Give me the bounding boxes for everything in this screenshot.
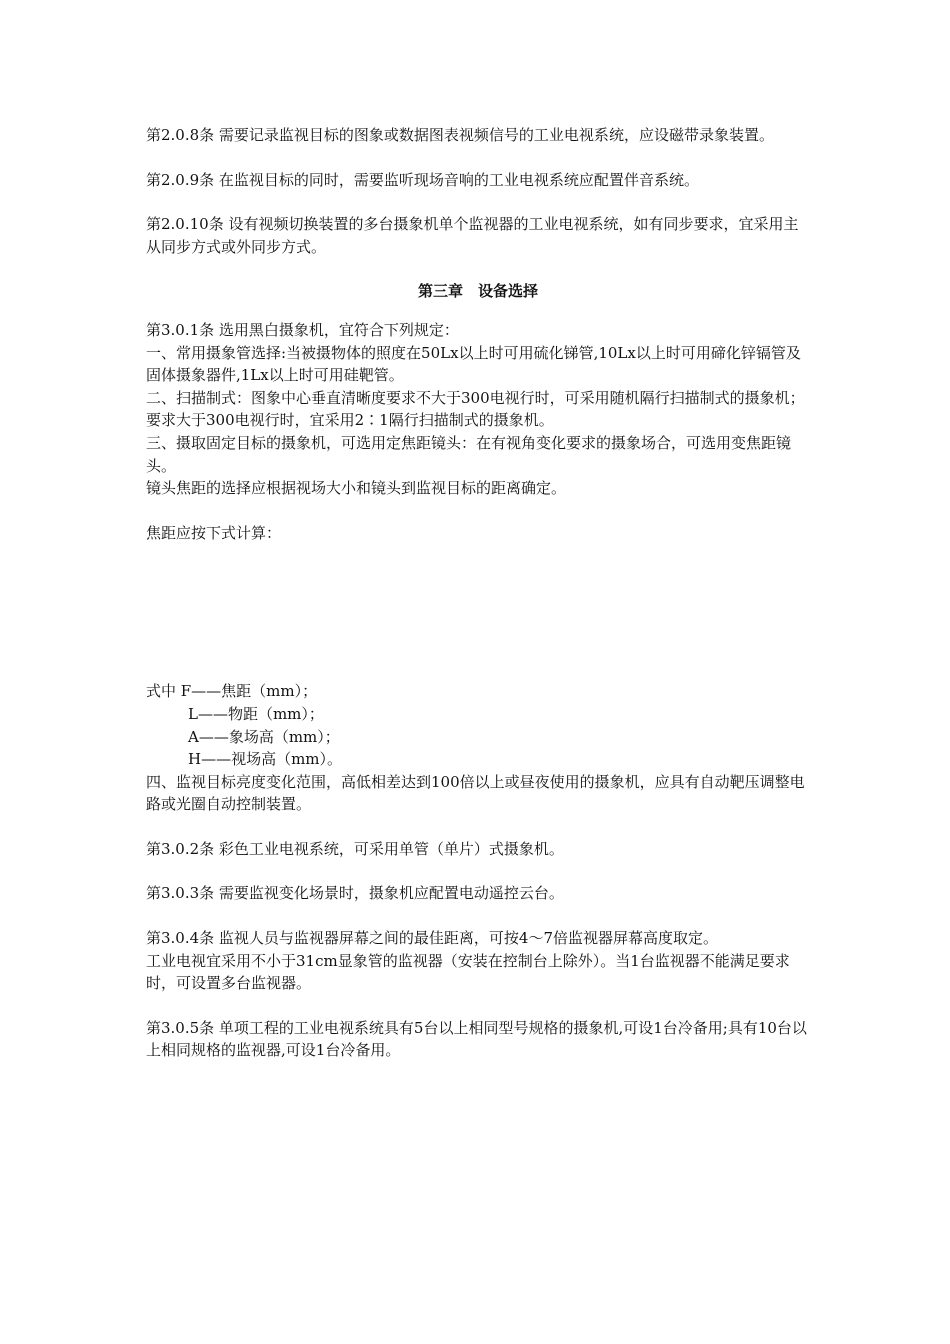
where-L: L——物距（mm）； xyxy=(188,704,324,723)
clause-2-0-8: 第2.0.8条 需要记录监视目标的图象或数据图表视频信号的工业电视系统，应设磁带录象装置。 xyxy=(146,126,774,144)
clause-3-0-1-item-1: 一、常用摄象管选择:当被摄物体的照度在50Lx以上时可用硫化锑管,10Lx以上时可用碲化锌镉管及固体摄象器件,1Lx以上时可用硅靶管。 xyxy=(146,343,801,385)
where-H: H——视场高（mm）。 xyxy=(188,750,343,769)
clause-2-0-9: 第2.0.9条 在监视目标的同时，需要监听现场音响的工业电视系统应配置伴音系统。 xyxy=(146,170,699,189)
clause-3-0-1-item-4: 四、监视目标亮度变化范围，高低相差达到100倍以上或昼夜使用的摄象机，应具有自动靶压调整电路或光圈自动控制装置。 xyxy=(146,772,805,814)
lens-focal-note: 镜头焦距的选择应根据视场大小和镜头到监视目标的距离确定。 xyxy=(146,479,567,498)
clause-3-0-3: 第3.0.3条 需要监视变化场景时，摄象机应配置电动遥控云台。 xyxy=(146,884,564,903)
document-page xyxy=(146,124,810,1062)
clause-3-0-2: 第3.0.2条 彩色工业电视系统，可采用单管（单片）式摄象机。 xyxy=(146,839,564,858)
clause-3-0-4: 第3.0.4条 监视人员与监视器屏幕之间的最佳距离，可按4～7倍监视器屏幕高度取定。 xyxy=(146,929,719,948)
clause-3-0-5: 第3.0.5条 单项工程的工业电视系统具有5台以上相同型号规格的摄象机,可设1台冷备用;具有10台以上相同规格的监视器,可设1台冷备用。 xyxy=(146,1018,807,1060)
formula-intro: 焦距应按下式计算： xyxy=(146,523,282,542)
clause-2-0-10: 第2.0.10条 设有视频切换装置的多台摄象机单个监视器的工业电视系统，如有同步要求，宜采用主从同步方式或外同步方式。 xyxy=(146,215,799,256)
clause-3-0-4-note: 工业电视宜采用不小于31cm显象管的监视器（安装在控制台上除外）。当1台监视器不能满足要求时，可设置多台监视器。 xyxy=(146,951,790,993)
chapter-title: 第三章 设备选择 xyxy=(417,282,538,301)
clause-3-0-1-item-3: 三、摄取固定目标的摄象机，可选用定焦距镜头：在有视角变化要求的摄象场合，可选用变焦距镜头。 xyxy=(146,433,792,475)
formula-area xyxy=(146,544,810,680)
clause-3-0-1-intro: 第3.0.1条 选用黑白摄象机，宜符合下列规定： xyxy=(146,320,459,339)
where-F: 式中 F——焦距（mm）； xyxy=(146,682,318,701)
where-A: A——象场高（mm）； xyxy=(188,727,340,746)
clause-3-0-1-item-2: 二、扫描制式：图象中心垂直清晰度要求不大于300电视行时，可采用随机隔行扫描制式的摄象机；要求大于300电视行时，宜采用2∶1隔行扫描制式的摄象机。 xyxy=(146,388,805,430)
